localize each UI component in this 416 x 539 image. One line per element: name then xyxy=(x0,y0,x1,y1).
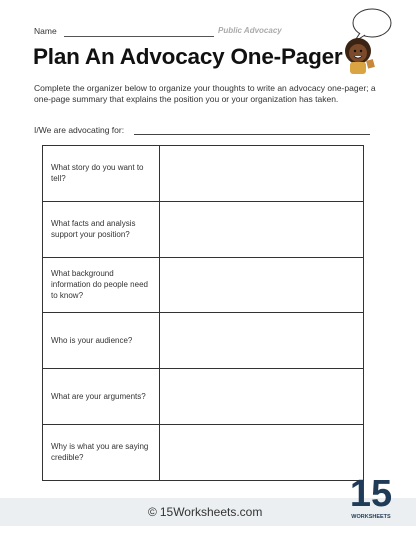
question-cell: What story do you want to tell? xyxy=(43,146,160,202)
table-row xyxy=(43,146,364,202)
brand-logo xyxy=(349,466,393,524)
table-row xyxy=(43,313,364,369)
page-title: Plan An Advocacy One-Pager xyxy=(33,44,343,69)
header-row xyxy=(34,26,334,42)
table-row xyxy=(43,201,364,257)
brand-logo-number: 15 xyxy=(349,473,393,515)
footer-credit xyxy=(148,505,262,519)
table-row xyxy=(43,424,364,480)
intro-text: Complete the organizer below to organize your thoughts to write an advocacy one-pager; a one-page summary that explains the position you or your organization has taken. xyxy=(34,83,376,105)
question-cell: Why is what you are saying credible? xyxy=(43,424,160,480)
brand-logo-text: WORKSHEETS xyxy=(351,514,391,520)
footer-site[interactable]: 15Worksheets.com xyxy=(159,505,263,519)
copyright-icon: © xyxy=(148,505,157,519)
answer-cell[interactable] xyxy=(160,257,364,313)
name-line xyxy=(64,36,214,37)
question-cell: What are your arguments? xyxy=(43,369,160,425)
advocating-row xyxy=(34,125,370,137)
table-row xyxy=(43,257,364,313)
organizer-table xyxy=(42,145,364,481)
name-label: Name xyxy=(34,26,57,36)
answer-cell[interactable] xyxy=(160,424,364,480)
answer-cell[interactable] xyxy=(160,313,364,369)
advocating-label: I/We are advocating for: xyxy=(34,125,125,135)
answer-cell[interactable] xyxy=(160,201,364,257)
question-cell: What facts and analysis support your position? xyxy=(43,201,160,257)
question-cell: What background information do people need to know? xyxy=(43,257,160,313)
mascot-illustration xyxy=(334,6,398,78)
question-cell: Who is your audience? xyxy=(43,313,160,369)
answer-cell[interactable] xyxy=(160,146,364,202)
advocating-answer-line[interactable] xyxy=(134,134,370,135)
answer-cell[interactable] xyxy=(160,369,364,425)
table-row xyxy=(43,369,364,425)
topic-label: Public Advocacy xyxy=(218,26,282,35)
